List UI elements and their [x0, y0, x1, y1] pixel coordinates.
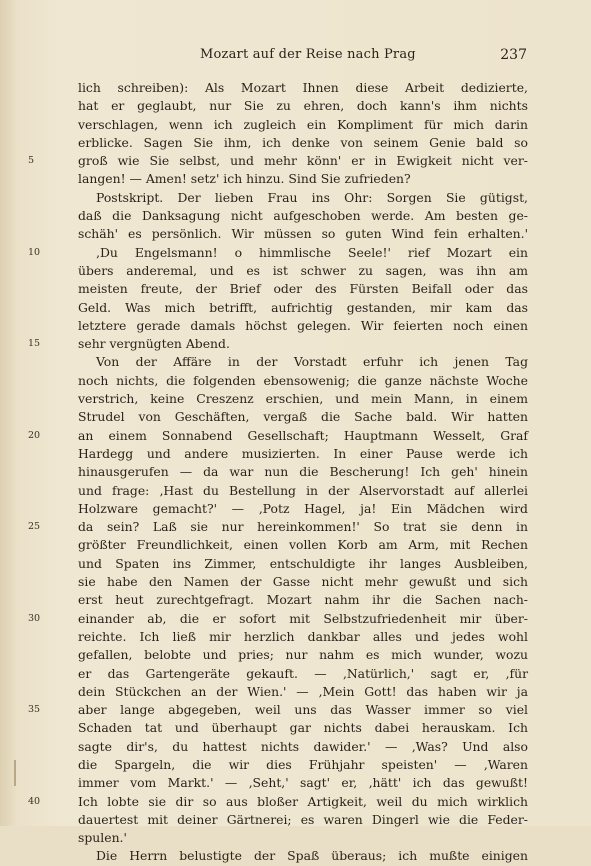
text-line	[78, 372, 528, 390]
line-text: spulen.'	[78, 830, 127, 846]
line-number: 15	[28, 338, 41, 350]
text-line	[78, 170, 528, 188]
text-line	[78, 646, 528, 664]
running-title: Mozart auf der Reise nach Prag	[200, 47, 416, 62]
text-line	[78, 774, 528, 792]
line-text: lich schreiben): Als Mozart Ihnen diese Arbeit dedizierte,	[78, 80, 528, 95]
line-text: Ich lobte sie dir so aus bloßer Artigkeit, weil du mich wirklich	[78, 793, 528, 809]
line-text: übers anderemal, und es ist schwer zu sagen, was ihn am	[78, 262, 528, 278]
line-number: 40	[28, 795, 41, 807]
line-text: Von der Affäre in der Vorstadt erfuhr ich jenen Tag	[96, 354, 528, 370]
text-line	[78, 134, 528, 152]
text-line	[78, 591, 528, 609]
text-line	[78, 756, 528, 774]
text-line	[78, 79, 528, 97]
text-line	[78, 847, 528, 865]
line-text: immer vom Markt.' — ‚Seht,' sagt' er, ‚hätt' ich das gewußt!	[78, 775, 528, 791]
line-number: 5	[28, 155, 35, 167]
text-line	[78, 482, 528, 500]
text-line	[78, 97, 528, 115]
text-line	[28, 335, 528, 353]
line-number: 20	[28, 429, 41, 441]
line-text: sagte dir's, du hattest nichts dawider.' — ‚Was? Und also	[78, 738, 528, 754]
line-text: groß wie Sie selbst, und mehr könn' er in Ewigkeit nicht ver-	[78, 153, 528, 169]
text-line	[78, 536, 528, 554]
text-line	[28, 610, 528, 628]
line-text: noch nichts, die folgenden ebensowenig; die ganze nächste Woche	[78, 372, 528, 388]
line-text: verschlagen, wenn ich zugleich ein Kompliment für mich darin	[78, 116, 528, 132]
body-text	[28, 79, 528, 866]
text-line	[28, 427, 528, 445]
text-line	[78, 317, 528, 335]
text-line	[78, 353, 528, 371]
text-line	[78, 116, 528, 134]
text-line	[78, 738, 528, 756]
text-line	[28, 152, 528, 170]
text-line	[78, 665, 528, 683]
margin-mark	[14, 760, 16, 786]
line-number: 25	[28, 521, 41, 533]
line-text: sie habe den Namen der Gasse nicht mehr gewußt und sich	[78, 574, 528, 590]
text-line	[78, 280, 528, 298]
text-line	[78, 299, 528, 317]
line-text: schäh' es persönlich. Wir müssen so guten Wind fein erhalten.'	[78, 226, 528, 242]
page-header	[200, 47, 527, 67]
line-text: Holzware gemacht?' — ‚Potz Hagel, ja! Ein Mädchen wird	[78, 500, 528, 516]
line-text: dein Stückchen an der Wien.' — ‚Mein Gott! das haben wir ja	[78, 683, 528, 699]
line-text: größter Freundlichkeit, einen vollen Korb am Arm, mit Rechen	[78, 537, 528, 553]
line-text: erblicke. Sagen Sie ihm, ich denke von seinem Genie bald so	[78, 134, 528, 150]
line-text: Postskript. Der lieben Frau ins Ohr: Sorgen Sie gütigst,	[96, 189, 528, 205]
line-text: Strudel von Geschäften, vergaß die Sache bald. Wir hatten	[78, 409, 528, 425]
line-text: gefallen, belobte und pries; nur nahm es mich wunder, wozu	[78, 647, 528, 663]
text-line	[78, 445, 528, 463]
line-text: verstrich, keine Creszenz erschien, und mein Mann, in einem	[78, 391, 528, 407]
line-text: hat er geglaubt, nur Sie zu ehren, doch kann's ihm nichts	[78, 98, 528, 114]
text-line	[28, 793, 528, 811]
text-line	[28, 701, 528, 719]
text-line	[78, 262, 528, 280]
line-text: da sein? Laß sie nur hereinkommen!' So trat sie denn in	[78, 519, 528, 535]
text-line	[78, 811, 528, 829]
line-text: aber lange abgegeben, weil uns das Wasser immer so viel	[78, 702, 528, 718]
line-text: meisten freute, der Brief oder des Fürsten Beifall oder das	[78, 281, 528, 297]
line-text: Schaden tat und überhaupt gar nichts dabei herauskam. Ich	[78, 720, 528, 736]
line-text: Hardegg und andere musizierten. In einer Pause werde ich	[78, 445, 528, 461]
text-line	[78, 719, 528, 737]
line-text: dauertest mit deiner Gärtnerei; es waren Dingerl wie die Feder-	[78, 811, 528, 827]
line-text: letztere gerade damals höchst gelegen. Wir feierten noch einen	[78, 317, 528, 333]
text-line	[78, 573, 528, 591]
text-line	[78, 408, 528, 426]
line-text: er das Gartengeräte gekauft. — ‚Natürlich,' sagt er, ‚für	[78, 665, 528, 681]
line-text: und frage: ‚Hast du Bestellung in der Alservorstadt auf allerlei	[78, 482, 528, 498]
text-line	[78, 683, 528, 701]
line-text: ‚Du Engelsmann! o himmlische Seele!' rief Mozart ein	[96, 244, 528, 260]
line-text: sehr vergnügten Abend.	[78, 336, 230, 352]
line-text: an einem Sonnabend Gesellschaft; Hauptmann Wesselt, Graf	[78, 427, 528, 443]
text-line	[78, 628, 528, 646]
line-text: die Spargeln, die wir dies Frühjahr speisten' — ‚Waren	[78, 756, 528, 772]
text-line	[78, 829, 528, 847]
line-text: Die Herrn belustigte der Spaß überaus; ich mußte einigen	[96, 848, 528, 864]
line-number: 30	[28, 612, 41, 624]
line-number: 10	[28, 246, 41, 258]
line-text: und Spaten ins Zimmer, entschuldigte ihr langes Ausbleiben,	[78, 555, 528, 571]
line-text: erst heut zurechtgefragt. Mozart nahm ihr die Sachen nach-	[78, 592, 528, 608]
line-text: reichte. Ich ließ mir herzlich dankbar alles und jedes wohl	[78, 628, 528, 644]
line-text: einander ab, die er sofort mit Selbstzufriedenheit mir über-	[78, 610, 528, 626]
line-text: Geld. Was mich betrifft, aufrichtig gestanden, mir kam das	[78, 299, 528, 315]
text-line	[78, 463, 528, 481]
text-line	[78, 390, 528, 408]
text-line	[28, 518, 528, 536]
line-text: hinausgerufen — da war nun die Bescherung! Ich geh' hinein	[78, 464, 528, 480]
text-line	[78, 555, 528, 573]
text-line	[78, 189, 528, 207]
line-text: langen! — Amen! setz' ich hinzu. Sind Sie zufrieden?	[78, 171, 411, 187]
text-line	[78, 225, 528, 243]
line-text: daß die Danksagung nicht aufgeschoben werde. Am besten ge-	[78, 208, 528, 224]
text-line	[78, 500, 528, 518]
page-number: 237	[500, 47, 527, 63]
line-number: 35	[28, 704, 41, 716]
text-line	[28, 244, 528, 262]
text-line	[78, 207, 528, 225]
